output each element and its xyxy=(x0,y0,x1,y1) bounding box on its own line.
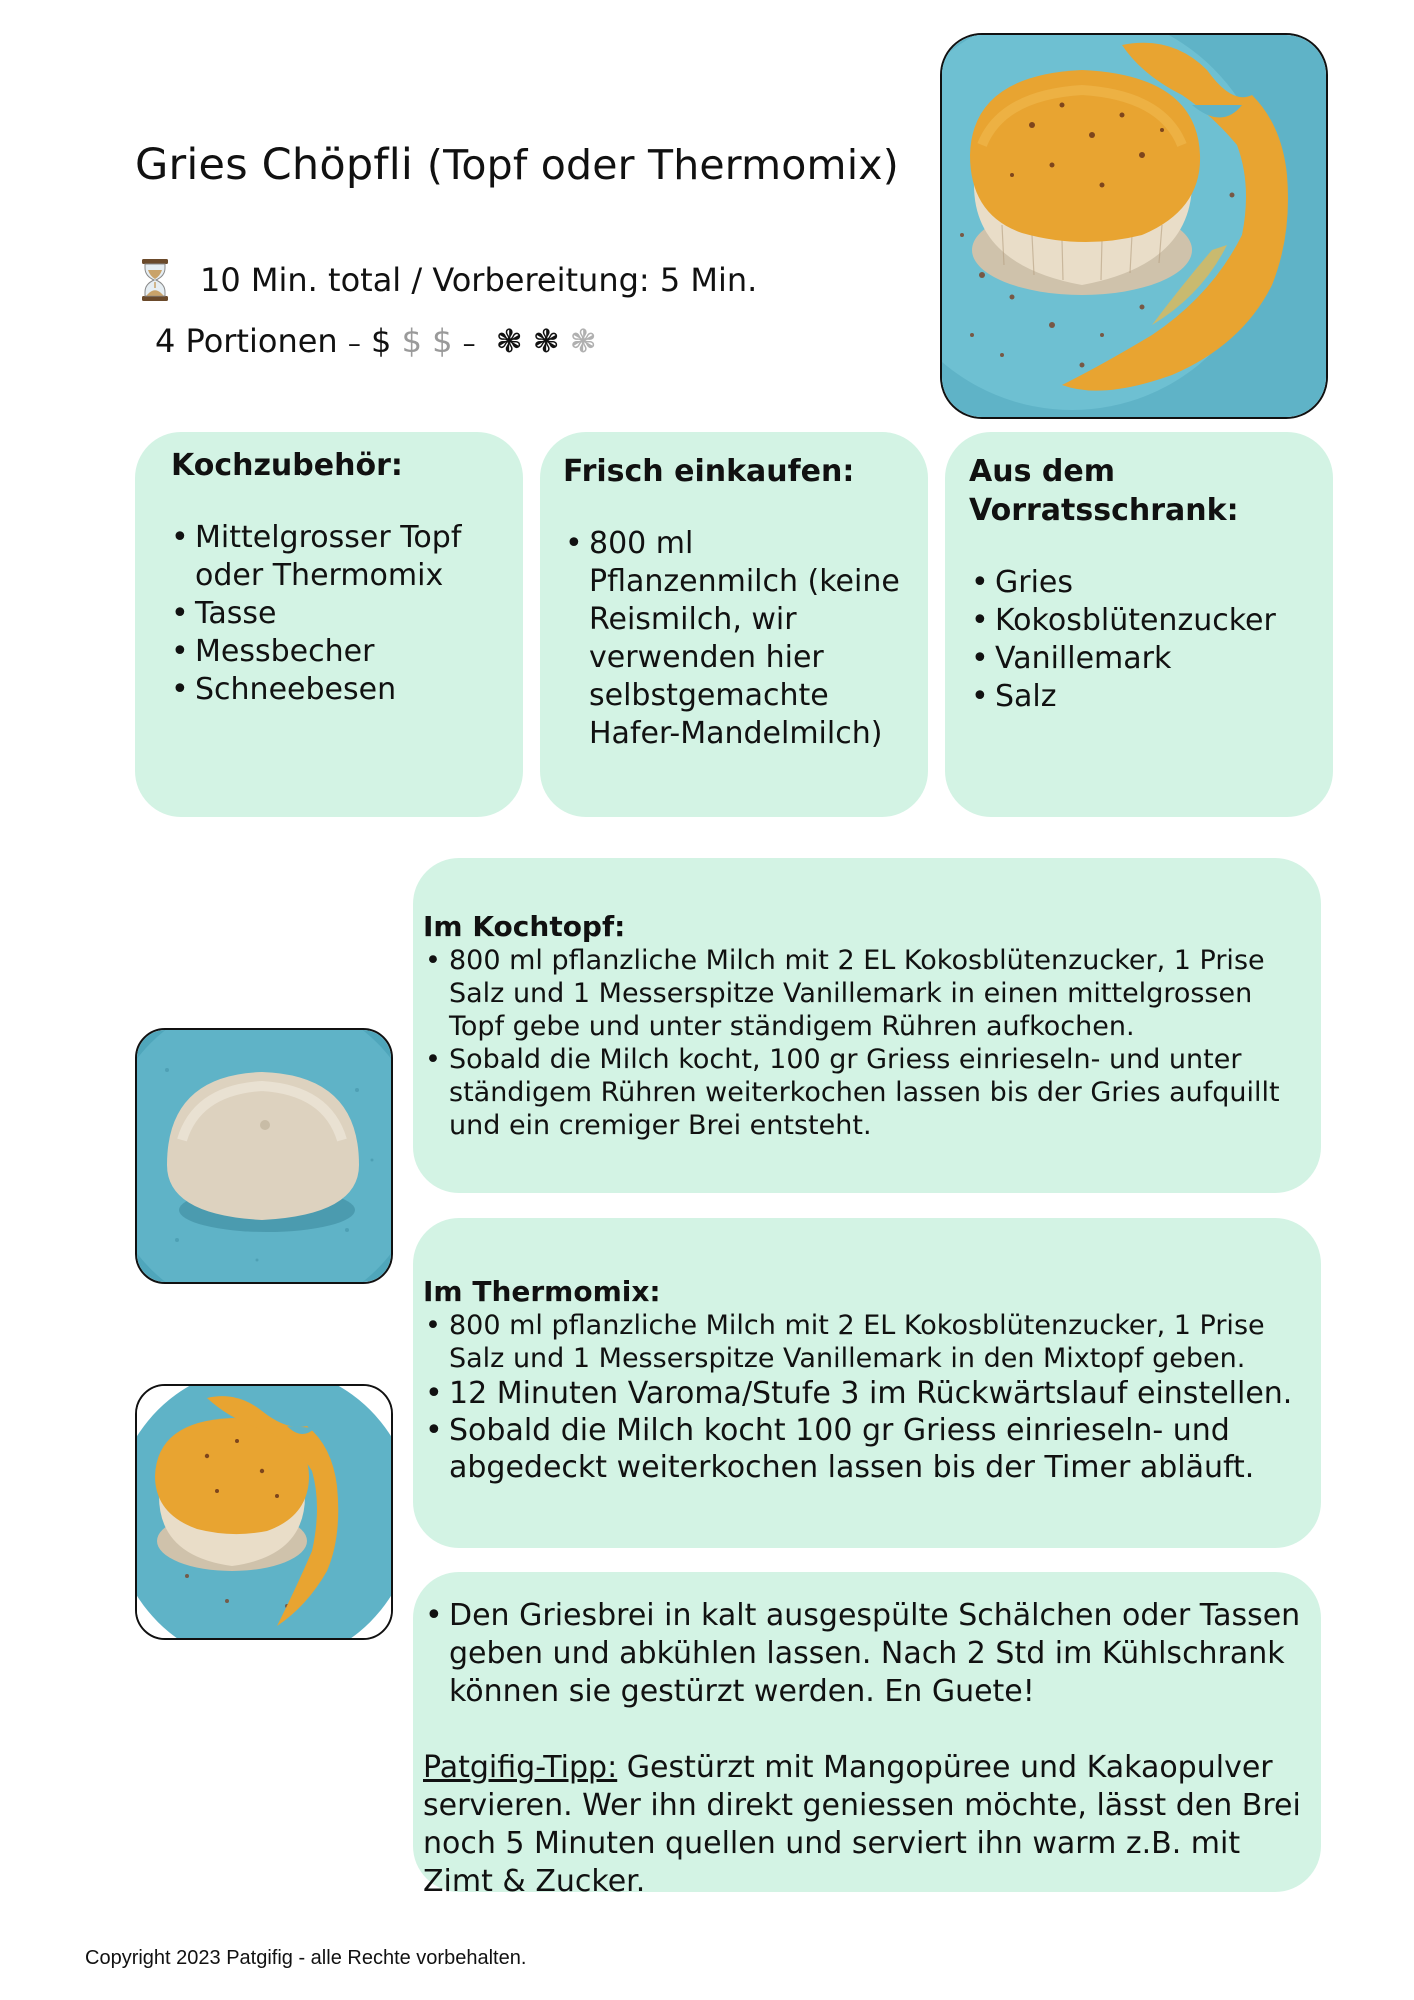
fresh-box xyxy=(540,432,928,817)
fresh-heading: Frisch einkaufen: xyxy=(563,454,855,489)
list-item: • Mittelgrosser Topf oder Thermomix xyxy=(195,519,511,595)
list-item: • Salz xyxy=(995,678,1313,716)
time-text: 10 Min. total / Vorbereitung: 5 Min. xyxy=(200,261,758,299)
pantry-list xyxy=(969,564,1313,716)
separator: – xyxy=(462,329,476,359)
list-item: • 800 ml pflanzliche Milch mit 2 EL Kokosblütenzucker, 1 Prise Salz und 1 Messerspitze Vanillemark in den Mixtopf geben. xyxy=(449,1309,1311,1375)
equipment-heading: Kochzubehör: xyxy=(171,448,403,483)
dish-photo-bottom-image xyxy=(137,1386,391,1638)
list-item: • Gries xyxy=(995,564,1313,602)
title-subtitle: (Topf oder Thermomix) xyxy=(426,141,899,189)
portions-text: 4 Portionen xyxy=(155,322,338,360)
time-line xyxy=(140,258,757,302)
step-thermomix-list xyxy=(423,1309,1311,1486)
dish-photo-top-image xyxy=(942,35,1326,417)
pudding-photo xyxy=(135,1028,393,1284)
step-finish-list xyxy=(423,1597,1311,1711)
list-item: • Kokosblütenzucker xyxy=(995,602,1313,640)
list-item: • Sobald die Milch kocht, 100 gr Griess einrieseln- und unter ständigem Rühren weiterkochen lassen bis der Gries aufquillt und ein cremiger Brei entsteht. xyxy=(449,1043,1301,1142)
list-item: • Sobald die Milch kocht 100 gr Griess einrieseln- und abgedeckt weiterkochen lassen bis der Timer abläuft. xyxy=(449,1412,1311,1486)
fresh-list xyxy=(563,525,908,753)
dish-photo-top xyxy=(940,33,1328,419)
step-thermomix-heading: Im Thermomix: xyxy=(423,1275,661,1308)
step-finish-box xyxy=(413,1572,1321,1899)
tip-paragraph xyxy=(423,1749,1311,1901)
copyright-notice: Copyright 2023 Patgifig - alle Rechte vorbehalten. xyxy=(85,1947,527,1969)
equipment-list xyxy=(171,519,511,709)
separator: – xyxy=(347,329,361,359)
tip-text: Gestürzt mit Mangopüree und Kakaopulver servieren. Wer ihn direkt geniessen möchte, lässt den Brei noch 5 Minuten quellen und serviert ihn warm z.B. mit Zimt & Zucker. xyxy=(423,1750,1301,1899)
list-item: • Tasse xyxy=(195,595,511,633)
portions-line xyxy=(155,322,597,360)
page-title xyxy=(135,140,899,190)
tip-label: Patgifig-Tipp: xyxy=(423,1750,618,1785)
step-pot-box xyxy=(413,858,1321,1193)
equipment-box xyxy=(135,432,523,817)
list-item: • Vanillemark xyxy=(995,640,1313,678)
list-item: • Den Griesbrei in kalt ausgespülte Schälchen oder Tassen geben und abkühlen lassen. Nach 2 Std im Kühlschrank können sie gestürzt werden. En Guete! xyxy=(449,1597,1311,1711)
list-item: • Schneebesen xyxy=(195,671,511,709)
pantry-box xyxy=(945,432,1333,817)
pantry-heading: Aus dem Vorratsschrank: xyxy=(969,454,1239,528)
title-main: Gries Chöpfli xyxy=(135,140,413,190)
step-pot-list xyxy=(423,944,1301,1142)
price-level-active: $ xyxy=(371,322,392,360)
step-thermomix-box xyxy=(413,1218,1321,1548)
pudding-photo-image xyxy=(137,1030,391,1282)
difficulty-active-snowflake-icon: ❃ ❃ xyxy=(495,322,560,360)
difficulty-inactive-snowflake-icon: ❃ xyxy=(569,322,597,360)
dish-photo-bottom xyxy=(135,1384,393,1640)
step-pot-heading: Im Kochtopf: xyxy=(423,910,626,943)
list-item: • 800 ml Pflanzenmilch (keine Reismilch, wir verwenden hier selbstgemachte Hafer-Mandelmilch) xyxy=(589,525,908,753)
list-item: • 800 ml pflanzliche Milch mit 2 EL Kokosblütenzucker, 1 Prise Salz und 1 Messerspitze Vanillemark in einen mittelgrossen Topf gebe und unter ständigem Rühren aufkochen. xyxy=(449,944,1301,1043)
hourglass-icon xyxy=(140,258,170,302)
list-item: • 12 Minuten Varoma/Stufe 3 im Rückwärtslauf einstellen. xyxy=(449,1375,1311,1412)
list-item: • Messbecher xyxy=(195,633,511,671)
price-level-inactive: $ $ xyxy=(401,322,453,360)
